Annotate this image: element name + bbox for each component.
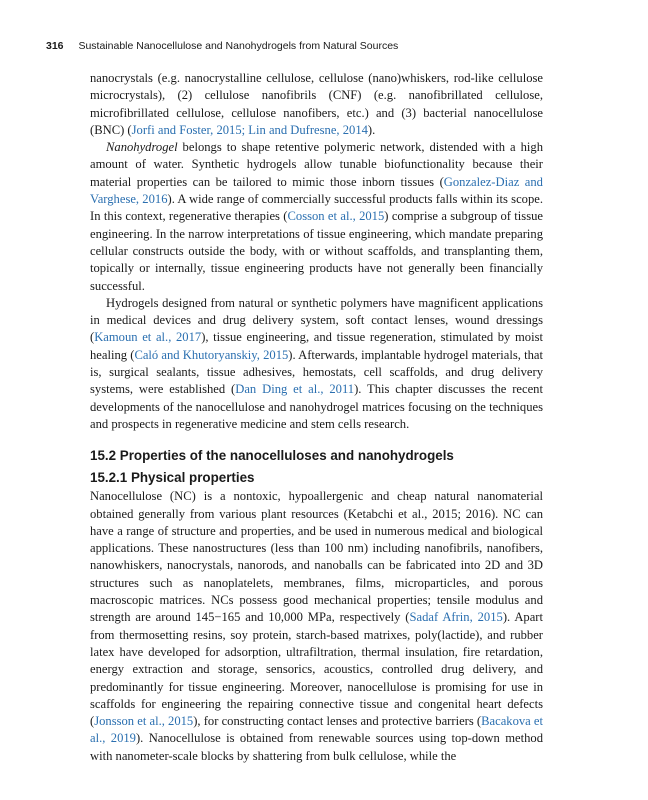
text: belongs to shape retentive polymeric network, distended with a high amount of water. Synthetic hydrogels allow tunable biofunctionality because their material properties can be tailored to mimic those inborn tissues ( [90,140,543,189]
page-body [90,70,543,765]
paragraph-2 [90,139,543,295]
text: ), tissue engineering, and tissue regeneration, stimulated by moist healing ( [90,330,543,362]
text: ). [367,122,376,137]
subsection-heading: 15.2.1 Physical properties [90,470,255,486]
citation-link[interactable]: Kamoun et al., 2017 [94,330,202,345]
paragraph-3 [90,295,543,433]
citation-link[interactable]: Caló and Khutoryanskiy, 2015 [134,347,289,362]
defined-term: Nanohydrogel [106,140,178,155]
text: ) comprise a subgroup of tissue engineering. In the narrow interpretations of tissue engineering, which mandate preparing cellular constructs outside the body, with or without scaffolds, and transplanting them, topically or internally, tissue engineering products have not generally been financially successful. [90,209,543,293]
text: ). This chapter discusses the recent developments of the nanocellulose and nanohydrogel matrices focusing on the techniques and prospects in regenerative medicine and stem cells research. [90,382,543,431]
text: ). Nanocellulose is obtained from renewable sources using top-down method with nanometer-scale blocks by shattering from bulk cellulose, while the [90,731,543,763]
text: nanocrystals (e.g. nanocrystalline cellulose, cellulose (nano)whiskers, rod-like cellulose microcrystals), (2) cellulose nanofibrils (CNF) (e.g. nanofibrillated cellulose, microfibrillated cellulose, cellulose nanofibers, etc.) and (3) bacterial nanocellulose (BNC) ( [90,71,543,137]
citation-link[interactable]: Bacakova et al., 2019 [90,714,544,746]
text: ), for constructing contact lenses and protective barriers ( [193,714,482,729]
text: ). Apart from thermosetting resins, soy protein, starch-based matrixes, poly(lactide), and rubber latex have developed for adsorption, ultrafiltration, thermal insulation, fire retardation, energy extraction and storage, sensorics, acoustics, controlled drug delivery, and predominantly for tissue engineering. Moreover, nanocellulose is promising for use in scaffolds for engineering the repairing connective tissue and congenital heart defects ( [90,610,543,729]
citation-link[interactable]: Jonsson et al., 2015 [94,714,194,729]
citation-link[interactable]: Cosson et al., 2015 [287,209,385,224]
paragraph-1 [90,70,543,139]
citation-link[interactable]: Sadaf Afrin, 2015 [409,610,503,625]
citation-link[interactable]: Dan Ding et al., 2011 [235,382,355,397]
page-number: 316 [46,40,64,52]
running-header [46,40,602,52]
section-heading: 15.2 Properties of the nanocelluloses and nanohydrogels [90,448,454,464]
text: ). A wide range of commercially successful products falls within its scope. In this context, regenerative therapies ( [90,192,543,224]
text: Nanocellulose (NC) is a nontoxic, hypoallergenic and cheap natural nanomaterial obtained generally from various plant resources (Ketabchi et al., 2015; 2016). NC can have a range of structure and properties, and be used in numerous medical and biological applications. These nanostructures (less than 100 nm) including nanofibrils, nanofibers, nanowhiskers, nanocrystals, nanorods, and nanoballs can be fabricated into 2D and 3D structures such as nanoplatelets, membranes, films, microparticles, and porous macroscopic matrices. NCs possess good mechanical properties; tensile modulus and strength are around 145−165 and 10,000 MPa, respectively ( [90,489,543,625]
text: ). Afterwards, implantable hydrogel materials, that is, surgical sealants, tissue adhesives, hemostats, cell scaffolds, and drug delivery systems, were established ( [90,347,543,397]
running-title: Sustainable Nanocellulose and Nanohydrogels from Natural Sources [78,40,399,52]
citation-link[interactable]: Jorfi and Foster, 2015; Lin and Dufresne, 2014 [131,122,368,137]
paragraph-4 [90,488,543,765]
text: Hydrogels designed from natural or synthetic polymers have magnificent applications in medical devices and drug delivery system, soft contact lenses, wound dressings ( [90,295,543,345]
citation-link[interactable]: Gonzalez-Diaz and Varghese, 2016 [90,174,543,207]
